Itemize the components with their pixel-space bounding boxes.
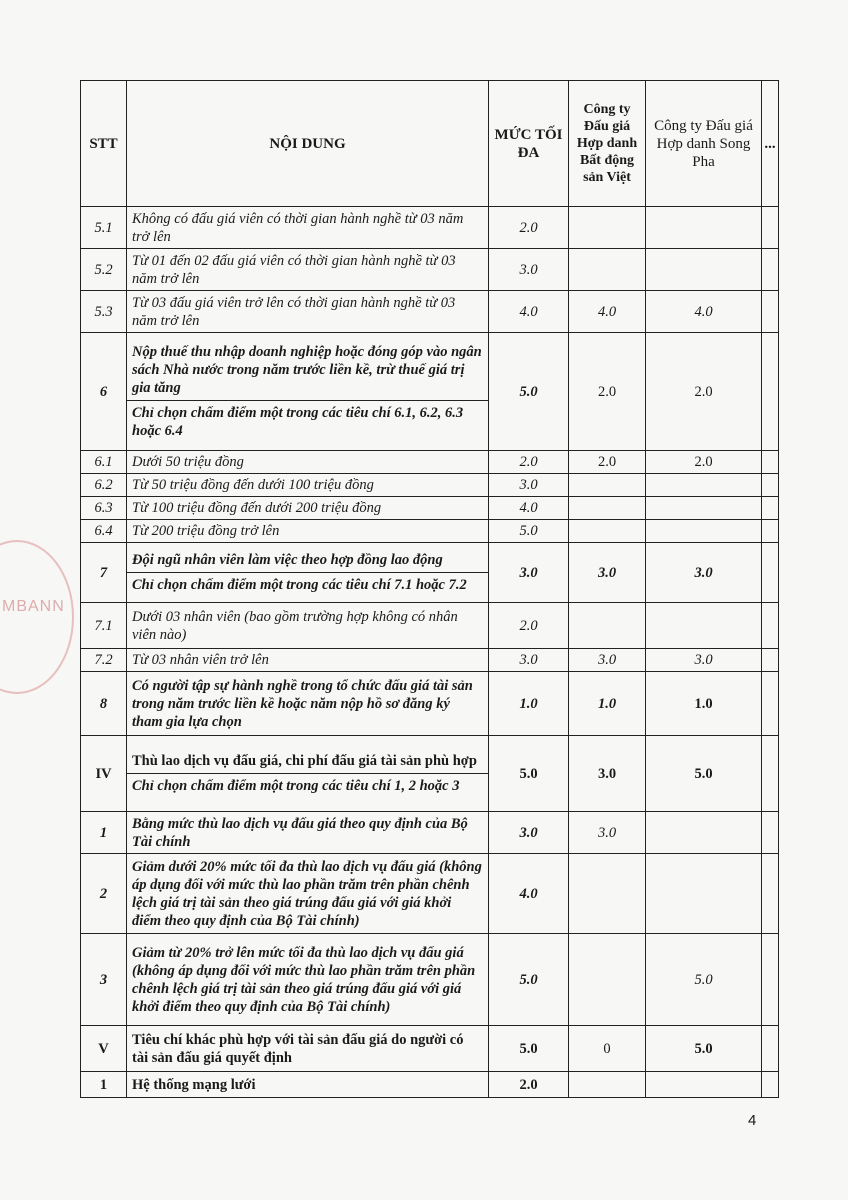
row-stt: 3	[81, 934, 127, 1026]
scoring-table	[80, 80, 779, 1098]
row-company-a: 2.0	[569, 451, 646, 474]
row-company-b	[646, 207, 762, 249]
row-max: 1.0	[489, 672, 569, 736]
criterion-note: Chỉ chọn chấm điểm một trong các tiêu chí 7.1 hoặc 7.2	[127, 572, 488, 596]
row-stt: 5.3	[81, 291, 127, 333]
row-max: 5.0	[489, 520, 569, 543]
row-company-b	[646, 474, 762, 497]
header-company-a: Công ty Đấu giá Hợp danh Bất động sản Việt	[569, 81, 646, 207]
row-company-a	[569, 520, 646, 543]
row-content: Dưới 50 triệu đồng	[127, 451, 489, 474]
header-content: NỘI DUNG	[127, 81, 489, 207]
criterion-text: Đội ngũ nhân viên làm việc theo hợp đồng lao động	[132, 552, 443, 568]
row-company-a	[569, 854, 646, 934]
row-company-b: 5.0	[646, 934, 762, 1026]
header-stt: STT	[81, 81, 127, 207]
row-company-a: 2.0	[569, 333, 646, 451]
row-content: Dưới 03 nhân viên (bao gồm trường hợp không có nhân viên nào)	[127, 603, 489, 649]
row-stt: 1	[81, 1072, 127, 1098]
row-more	[762, 497, 779, 520]
row-stt: 6.3	[81, 497, 127, 520]
row-content: Từ 03 nhân viên trở lên	[127, 649, 489, 672]
row-more	[762, 1026, 779, 1072]
row-more	[762, 451, 779, 474]
row-stt: 2	[81, 854, 127, 934]
row-content: Giảm từ 20% trở lên mức tối đa thù lao dịch vụ đấu giá (không áp dụng đối với mức thù lao phần trăm trên phần chênh lệch giá trị tài sản theo giá trúng đấu giá với giá khởi điểm theo quy định của Bộ Tài chính)	[127, 934, 489, 1026]
row-company-b	[646, 1072, 762, 1098]
table-row	[81, 249, 779, 291]
table-row	[81, 543, 779, 603]
row-content: Từ 50 triệu đồng đến dưới 100 triệu đồng	[127, 474, 489, 497]
row-company-a: 3.0	[569, 736, 646, 812]
header-company-b: Công ty Đấu giá Hợp danh Song Pha	[646, 81, 762, 207]
table-row	[81, 520, 779, 543]
row-stt: 5.2	[81, 249, 127, 291]
row-max: 2.0	[489, 451, 569, 474]
row-max: 5.0	[489, 1026, 569, 1072]
header-more: ...	[762, 81, 779, 207]
row-company-b: 3.0	[646, 649, 762, 672]
row-max: 2.0	[489, 1072, 569, 1098]
row-stt: 6.2	[81, 474, 127, 497]
row-max: 4.0	[489, 854, 569, 934]
row-stt: 1	[81, 812, 127, 854]
table-row	[81, 474, 779, 497]
row-max: 3.0	[489, 249, 569, 291]
row-more	[762, 854, 779, 934]
row-company-b	[646, 603, 762, 649]
row-max: 5.0	[489, 934, 569, 1026]
criterion-note: Chỉ chọn chấm điểm một trong các tiêu chí 6.1, 6.2, 6.3 hoặc 6.4	[127, 400, 488, 442]
row-content: Từ 200 triệu đồng trở lên	[127, 520, 489, 543]
table-row	[81, 207, 779, 249]
red-stamp	[0, 540, 74, 694]
criterion-text: Thù lao dịch vụ đấu giá, chi phí đấu giá tài sản phù hợp	[132, 753, 477, 769]
row-company-a: 1.0	[569, 672, 646, 736]
row-stt: 7	[81, 543, 127, 603]
row-company-b: 5.0	[646, 1026, 762, 1072]
row-content: Hệ thống mạng lưới	[127, 1072, 489, 1098]
row-content	[127, 543, 489, 603]
row-max: 4.0	[489, 497, 569, 520]
row-company-b	[646, 497, 762, 520]
table-row	[81, 736, 779, 812]
row-stt: 6.1	[81, 451, 127, 474]
row-max: 2.0	[489, 207, 569, 249]
row-stt: 6.4	[81, 520, 127, 543]
row-company-b: 5.0	[646, 736, 762, 812]
row-company-b: 4.0	[646, 291, 762, 333]
row-more	[762, 474, 779, 497]
table-header-row	[81, 81, 779, 207]
header-max: MỨC TỐI ĐA	[489, 81, 569, 207]
table-row	[81, 291, 779, 333]
row-content	[127, 333, 489, 451]
row-more	[762, 520, 779, 543]
row-stt: 7.2	[81, 649, 127, 672]
row-company-a	[569, 207, 646, 249]
row-company-a: 4.0	[569, 291, 646, 333]
row-more	[762, 249, 779, 291]
table-row	[81, 934, 779, 1026]
criterion-text: Nộp thuế thu nhập doanh nghiệp hoặc đóng góp vào ngân sách Nhà nước trong năm trước liền kề, trừ thuế giá trị gia tăng	[132, 344, 482, 396]
row-stt: 5.1	[81, 207, 127, 249]
row-max: 5.0	[489, 736, 569, 812]
row-more	[762, 649, 779, 672]
row-content: Giảm dưới 20% mức tối đa thù lao dịch vụ đấu giá (không áp dụng đối với mức thù lao phần trăm trên phần chênh lệch giá trị tài sản theo giá trúng đấu giá với giá khởi điểm theo quy định của Bộ Tài chính)	[127, 854, 489, 934]
row-company-b: 3.0	[646, 543, 762, 603]
row-stt: 7.1	[81, 603, 127, 649]
row-company-a: 3.0	[569, 812, 646, 854]
table-row	[81, 603, 779, 649]
row-max: 3.0	[489, 649, 569, 672]
row-company-a: 3.0	[569, 543, 646, 603]
row-content: Từ 100 triệu đồng đến dưới 200 triệu đồng	[127, 497, 489, 520]
row-more	[762, 672, 779, 736]
row-stt: V	[81, 1026, 127, 1072]
row-company-b	[646, 854, 762, 934]
row-company-a	[569, 497, 646, 520]
row-company-b	[646, 812, 762, 854]
row-content: Không có đấu giá viên có thời gian hành nghề từ 03 năm trở lên	[127, 207, 489, 249]
table-row	[81, 333, 779, 451]
row-more	[762, 207, 779, 249]
row-stt: 8	[81, 672, 127, 736]
table-row	[81, 497, 779, 520]
row-content: Từ 01 đến 02 đấu giá viên có thời gian hành nghề từ 03 năm trở lên	[127, 249, 489, 291]
row-max: 3.0	[489, 543, 569, 603]
table-row	[81, 1072, 779, 1098]
row-company-b: 1.0	[646, 672, 762, 736]
row-company-a: 3.0	[569, 649, 646, 672]
row-more	[762, 812, 779, 854]
row-content: Từ 03 đấu giá viên trở lên có thời gian hành nghề từ 03 năm trở lên	[127, 291, 489, 333]
row-content: Bằng mức thù lao dịch vụ đấu giá theo quy định của Bộ Tài chính	[127, 812, 489, 854]
stamp-text: MBANN	[2, 598, 65, 615]
row-more	[762, 543, 779, 603]
row-company-a	[569, 249, 646, 291]
row-more	[762, 736, 779, 812]
row-max: 2.0	[489, 603, 569, 649]
row-max: 3.0	[489, 812, 569, 854]
table-row	[81, 451, 779, 474]
row-company-a	[569, 934, 646, 1026]
row-content	[127, 736, 489, 812]
row-stt: IV	[81, 736, 127, 812]
row-max: 4.0	[489, 291, 569, 333]
row-company-a	[569, 1072, 646, 1098]
row-company-a: 0	[569, 1026, 646, 1072]
table-row	[81, 672, 779, 736]
row-company-b: 2.0	[646, 451, 762, 474]
row-more	[762, 934, 779, 1026]
table-row	[81, 812, 779, 854]
row-company-b	[646, 520, 762, 543]
row-company-a	[569, 603, 646, 649]
row-stt: 6	[81, 333, 127, 451]
row-more	[762, 291, 779, 333]
row-content: Tiêu chí khác phù hợp với tài sản đấu giá do người có tài sản đấu giá quyết định	[127, 1026, 489, 1072]
page-number: 4	[748, 1112, 757, 1129]
row-content: Có người tập sự hành nghề trong tổ chức đấu giá tài sản trong năm trước liền kề hoặc năm nộp hồ sơ đăng ký tham gia lựa chọn	[127, 672, 489, 736]
row-max: 5.0	[489, 333, 569, 451]
table-row	[81, 649, 779, 672]
criterion-note: Chỉ chọn chấm điểm một trong các tiêu chí 1, 2 hoặc 3	[127, 773, 488, 797]
row-more	[762, 1072, 779, 1098]
row-company-b	[646, 249, 762, 291]
row-company-a	[569, 474, 646, 497]
row-max: 3.0	[489, 474, 569, 497]
table-row	[81, 1026, 779, 1072]
row-more	[762, 603, 779, 649]
row-company-b: 2.0	[646, 333, 762, 451]
table-row	[81, 854, 779, 934]
row-more	[762, 333, 779, 451]
